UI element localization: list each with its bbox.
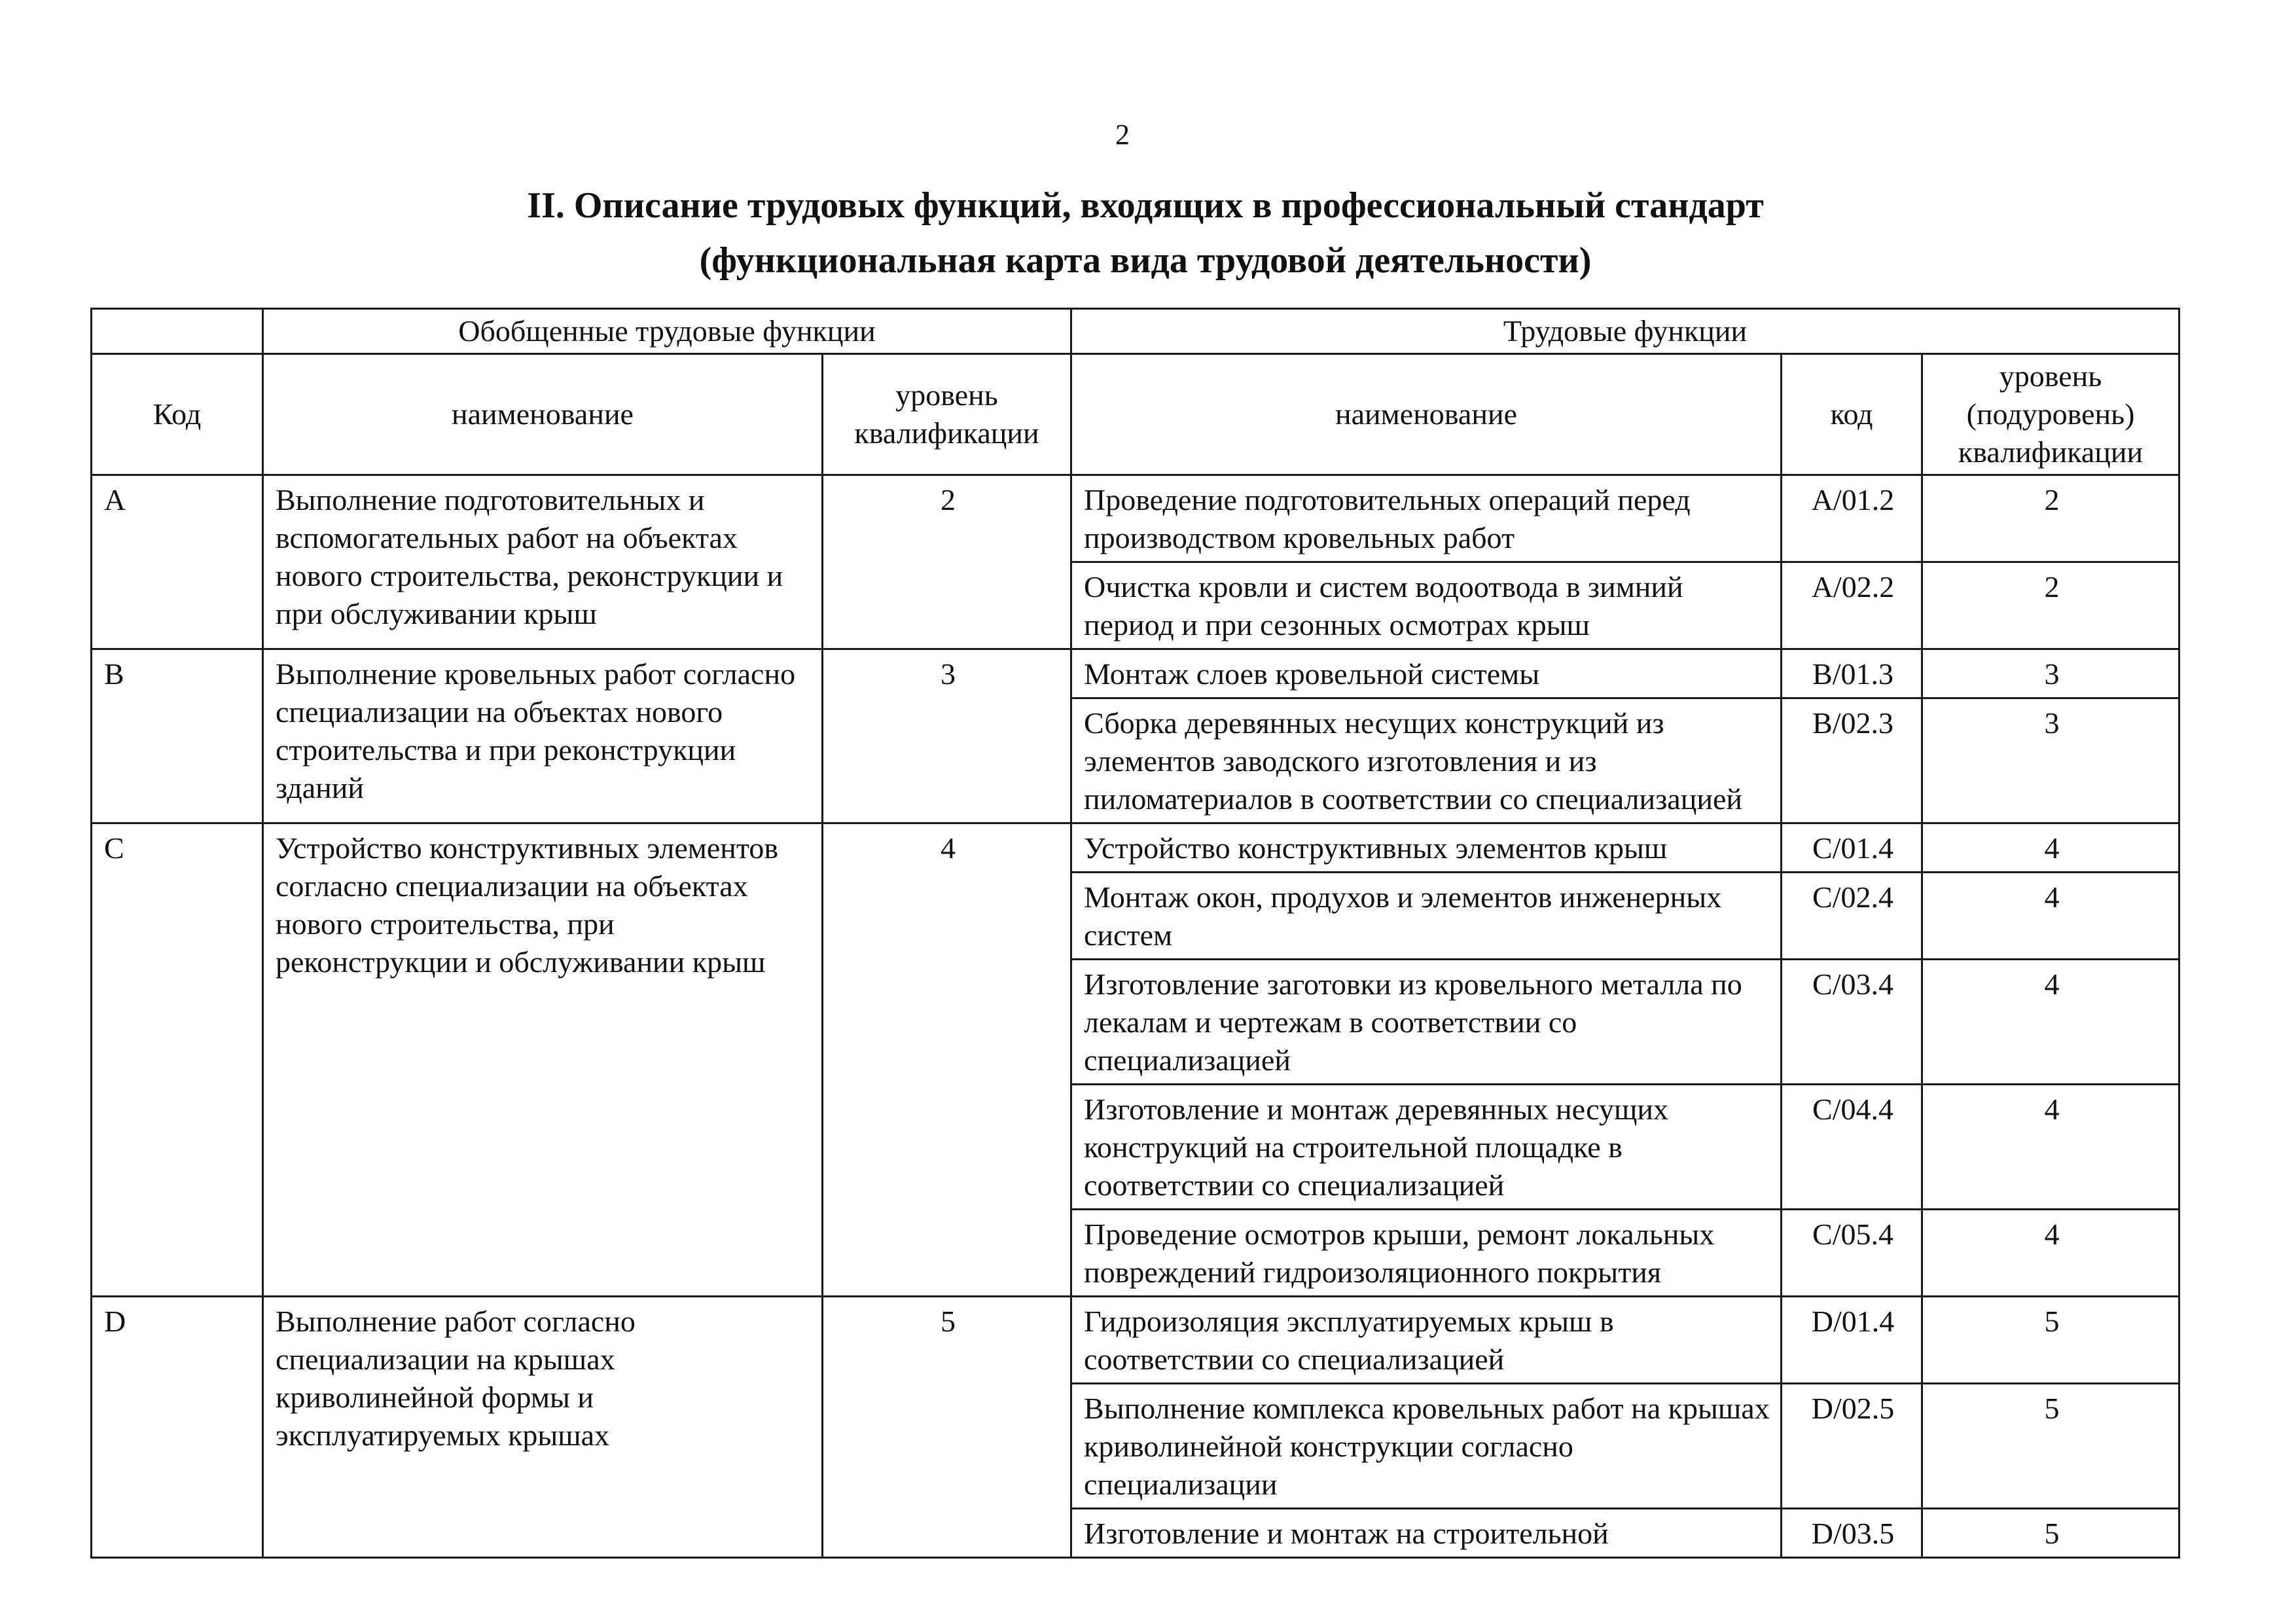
function-code: C/02.4 bbox=[1782, 873, 1922, 960]
header-generalized-level: уровень квалификации bbox=[823, 354, 1071, 475]
header-generalized-functions: Обобщенные трудовые функции bbox=[263, 309, 1071, 354]
function-code: D/01.4 bbox=[1782, 1297, 1922, 1384]
function-code: D/02.5 bbox=[1782, 1384, 1922, 1509]
group-level: 5 bbox=[823, 1297, 1071, 1558]
header-function-level: уровень (подуровень) квалификации bbox=[1922, 354, 2179, 475]
function-level: 2 bbox=[1922, 475, 2179, 562]
function-code: C/04.4 bbox=[1782, 1085, 1922, 1210]
function-code: A/01.2 bbox=[1782, 475, 1922, 562]
function-name: Изготовление и монтаж деревянных несущих конструкций на строительной площадке в соответствии со специализацией bbox=[1071, 1085, 1782, 1210]
group-name: Выполнение кровельных работ согласно специализации на объектах нового строительства и при реконструкции зданий bbox=[263, 649, 823, 823]
function-level: 4 bbox=[1922, 873, 2179, 960]
function-name: Очистка кровли и систем водоотвода в зимний период и при сезонных осмотрах крыш bbox=[1071, 562, 1782, 649]
function-level: 4 bbox=[1922, 1085, 2179, 1210]
table-body bbox=[92, 475, 2179, 1558]
table-header bbox=[92, 309, 2179, 475]
function-name: Изготовление заготовки из кровельного металла по лекалам и чертежам в соответствии со специализацией bbox=[1071, 960, 1782, 1085]
title-line-1: II. Описание трудовых функций, входящих в профессиональный стандарт bbox=[527, 185, 1764, 226]
function-level: 5 bbox=[1922, 1509, 2179, 1558]
function-name: Проведение подготовительных операций перед производством кровельных работ bbox=[1071, 475, 1782, 562]
header-empty-cell bbox=[92, 309, 263, 354]
header-labor-functions: Трудовые функции bbox=[1071, 309, 2179, 354]
header-function-code: код bbox=[1782, 354, 1922, 475]
function-name: Изготовление и монтаж на строительной bbox=[1071, 1509, 1782, 1558]
function-level: 5 bbox=[1922, 1384, 2179, 1509]
function-code: C/05.4 bbox=[1782, 1210, 1922, 1297]
functional-map-table bbox=[90, 308, 2180, 1559]
function-level: 4 bbox=[1922, 960, 2179, 1085]
function-level: 5 bbox=[1922, 1297, 2179, 1384]
group-name: Устройство конструктивных элементов согласно специализации на объектах нового строительства, при реконструкции и обслуживании крыш bbox=[263, 823, 823, 1297]
function-code: A/02.2 bbox=[1782, 562, 1922, 649]
function-level: 3 bbox=[1922, 698, 2179, 823]
header-function-name: наименование bbox=[1071, 354, 1782, 475]
group-level: 4 bbox=[823, 823, 1071, 1297]
function-code: D/03.5 bbox=[1782, 1509, 1922, 1558]
group-code: D bbox=[92, 1297, 263, 1558]
group-name: Выполнение подготовительных и вспомогательных работ на объектах нового строительства, реконструкции и при обслуживании крыш bbox=[263, 475, 823, 649]
function-name: Монтаж слоев кровельной системы bbox=[1071, 649, 1782, 698]
function-code: B/02.3 bbox=[1782, 698, 1922, 823]
header-generalized-name: наименование bbox=[263, 354, 823, 475]
table-row bbox=[92, 1297, 2179, 1384]
table-row bbox=[92, 475, 2179, 562]
function-name: Проведение осмотров крыши, ремонт локальных повреждений гидроизоляционного покрытия bbox=[1071, 1210, 1782, 1297]
table-row bbox=[92, 823, 2179, 873]
title-line-2: (функциональная карта вида трудовой деятельности) bbox=[699, 240, 1592, 281]
function-name: Выполнение комплекса кровельных работ на крышах криволинейной конструкции согласно специализации bbox=[1071, 1384, 1782, 1509]
function-level: 4 bbox=[1922, 1210, 2179, 1297]
table-row bbox=[92, 649, 2179, 698]
header-code: Код bbox=[92, 354, 263, 475]
function-code: C/03.4 bbox=[1782, 960, 1922, 1085]
group-code: B bbox=[92, 649, 263, 823]
function-name: Гидроизоляция эксплуатируемых крыш в соответствии со специализацией bbox=[1071, 1297, 1782, 1384]
function-name: Устройство конструктивных элементов крыш bbox=[1071, 823, 1782, 873]
group-code: A bbox=[92, 475, 263, 649]
function-level: 3 bbox=[1922, 649, 2179, 698]
group-level: 3 bbox=[823, 649, 1071, 823]
function-level: 2 bbox=[1922, 562, 2179, 649]
function-code: B/01.3 bbox=[1782, 649, 1922, 698]
group-name: Выполнение работ согласно специализации на крышах криволинейной формы и эксплуатируемых крышах bbox=[263, 1297, 823, 1558]
function-name: Монтаж окон, продухов и элементов инженерных систем bbox=[1071, 873, 1782, 960]
function-code: C/01.4 bbox=[1782, 823, 1922, 873]
page-title bbox=[511, 178, 1780, 288]
group-code: C bbox=[92, 823, 263, 1297]
function-name: Сборка деревянных несущих конструкций из элементов заводского изготовления и из пиломатериалов в соответствии со специализацией bbox=[1071, 698, 1782, 823]
function-level: 4 bbox=[1922, 823, 2179, 873]
group-level: 2 bbox=[823, 475, 1071, 649]
page-number: 2 bbox=[1115, 118, 1130, 151]
